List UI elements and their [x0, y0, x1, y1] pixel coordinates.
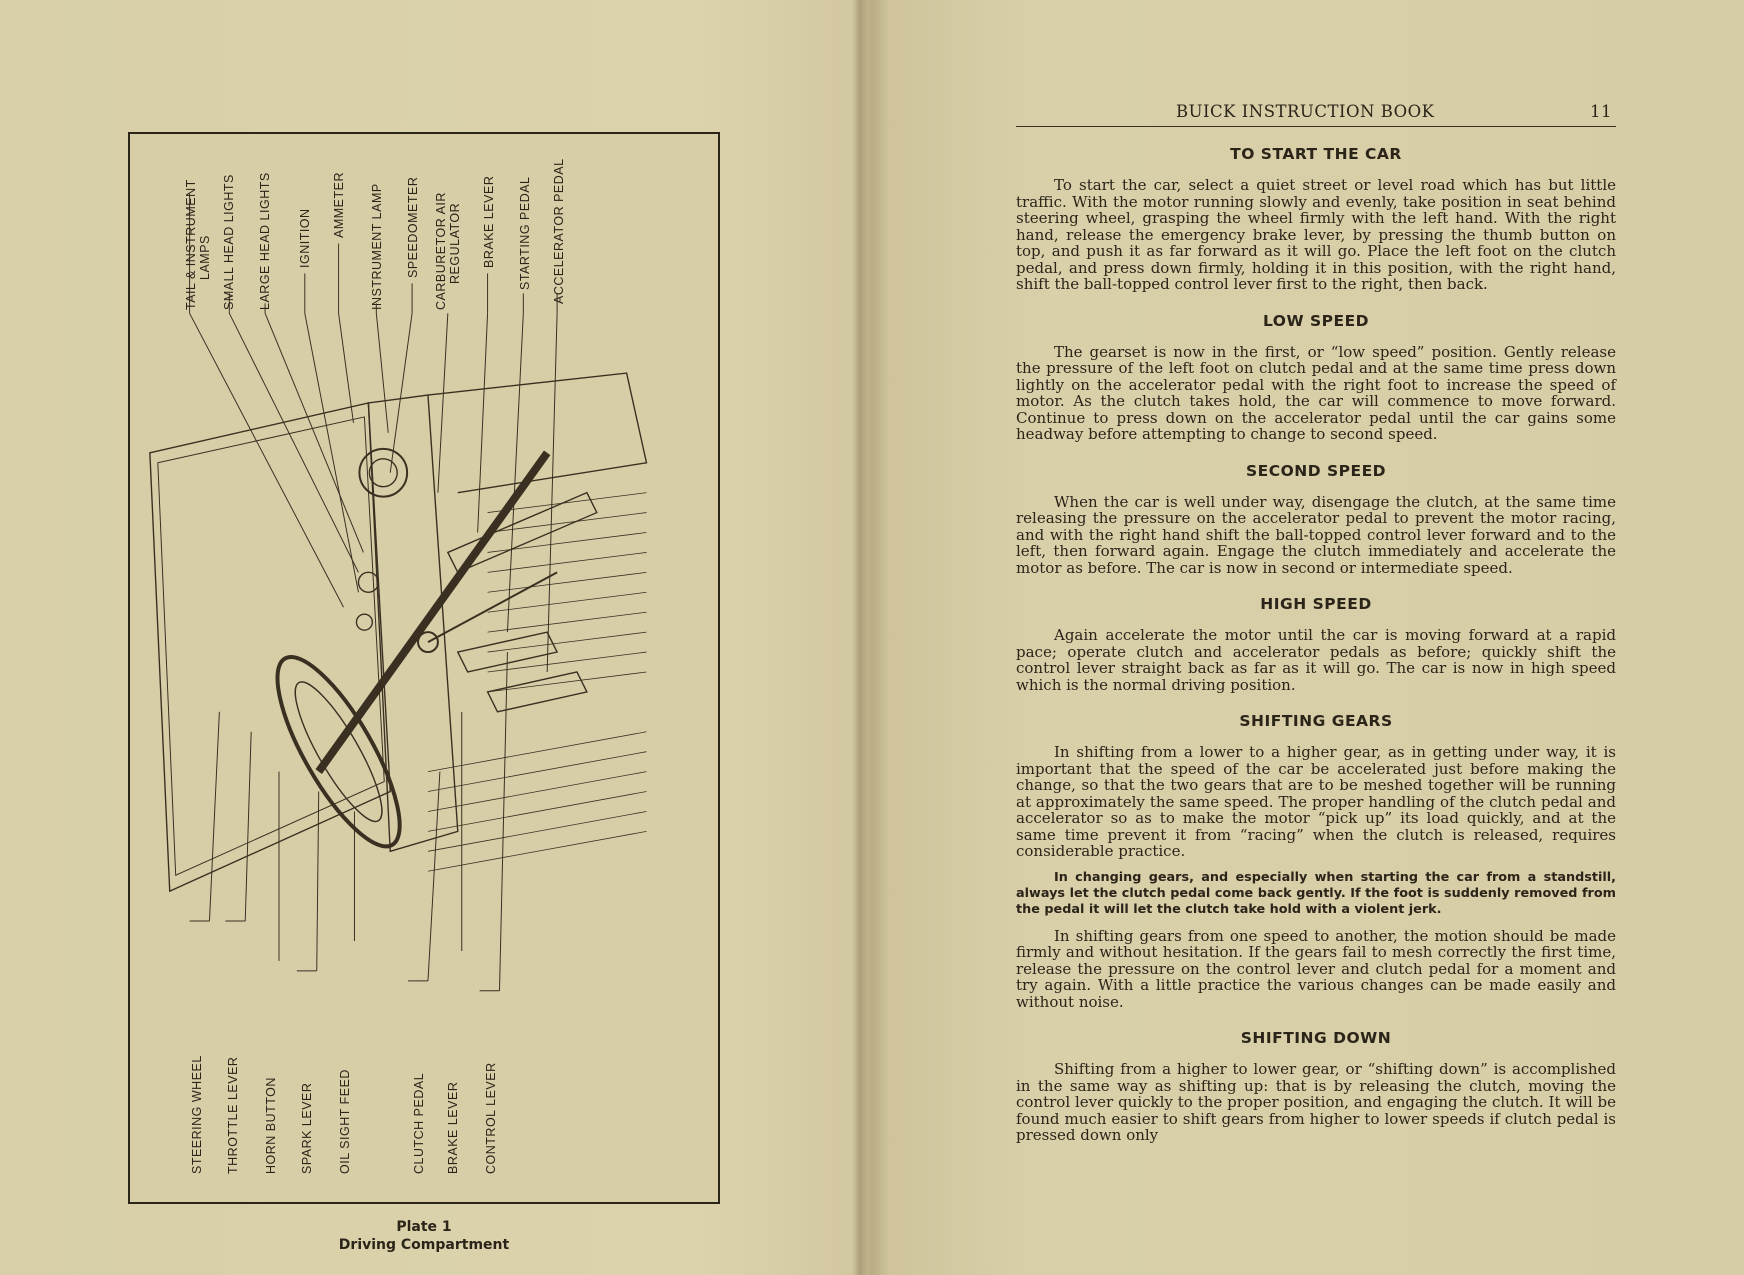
label-speedometer: SPEEDOMETER: [406, 176, 420, 278]
plate-number: Plate 1: [396, 1219, 452, 1235]
paragraph-low-speed: The gearset is now in the first, or “low speed” position. Gently release the pressure of the left foot on clutch pedal and at the same time press down lightly on the accelerator pedal with the right foot to increase the speed of motor. As the clutch takes hold, the car will commence to move forward. Continue to press down on the accelerator pedal until the car gains some headway before attempting to change to second speed.: [1016, 342, 1616, 443]
label-oil-sight-feed: OIL SIGHT FEED: [338, 1069, 352, 1174]
page-content: [1016, 145, 1616, 1144]
paragraph-high-speed: Again accelerate the motor until the car is moving forward at a rapid pace; operate clutch and accelerator pedals as before; quickly shift the control lever straight back as far as it will go. The car is now in high speed which is the normal driving position.: [1016, 626, 1616, 694]
label-ammeter: AMMETER: [332, 172, 346, 238]
paragraph-shifting-down: Shifting from a higher to lower gear, or “shifting down” is accomplished in the same way as shifting up: that is by releasing the clutch, moving the control lever quickly to the proper position, and engaging the clutch. It will be found much easier to shift gears from higher to lower speeds if clutch pedal is pressed down only: [1016, 1060, 1616, 1144]
label-instrument-lamp: INSTRUMENT LAMP: [370, 183, 384, 310]
book-gutter: [852, 0, 868, 1275]
heading-shifting-down: SHIFTING DOWN: [1240, 1029, 1392, 1047]
label-spark-lever: SPARK LEVER: [300, 1082, 314, 1174]
heading-shifting-gears: SHIFTING GEARS: [1239, 712, 1393, 730]
label-throttle-lever: THROTTLE LEVER: [226, 1056, 240, 1174]
label-carburetor-air: CARBURETOR AIR: [434, 192, 448, 310]
plate-caption: [128, 1218, 720, 1254]
label-horn-button: HORN BUTTON: [264, 1077, 278, 1174]
running-header: [1016, 96, 1616, 127]
heading-to-start-the-car: TO START THE CAR: [1230, 145, 1402, 163]
label-clutch-pedal: CLUTCH PEDAL: [412, 1072, 426, 1174]
heading-high-speed: HIGH SPEED: [1260, 595, 1372, 613]
label-tail-instrument-lamps: TAIL & INSTRUMENT: [184, 179, 198, 310]
plate-title: Driving Compartment: [338, 1237, 510, 1253]
label-ignition: IGNITION: [298, 208, 312, 268]
label-steering-wheel: STEERING WHEEL: [190, 1055, 204, 1174]
label-small-head-lights: SMALL HEAD LIGHTS: [222, 174, 236, 310]
paragraph-clutch-warning: In changing gears, and especially when starting the car from a standstill, always let the clutch pedal come back gently. If the foot is suddenly removed from the pedal it will let the clutch take hold with a violent jerk.: [1016, 869, 1616, 917]
heading-low-speed: LOW SPEED: [1262, 311, 1370, 330]
label-carburetor-regulator: REGULATOR: [448, 202, 462, 284]
page-number: 11: [1590, 102, 1612, 121]
label-tail-instrument-lamps-line2: LAMPS: [198, 235, 212, 280]
label-control-lever: CONTROL LEVER: [484, 1062, 498, 1174]
label-brake-lever-bottom: BRAKE LEVER: [446, 1081, 460, 1174]
label-large-head-lights: LARGE HEAD LIGHTS: [258, 172, 272, 310]
label-brake-lever-top: BRAKE LEVER: [482, 175, 496, 268]
label-accelerator-pedal: ACCELERATOR PEDAL: [552, 158, 566, 304]
label-starting-pedal: STARTING PEDAL: [518, 176, 532, 290]
plate-illustration-frame: [128, 132, 720, 1204]
heading-second-speed: SECOND SPEED: [1245, 461, 1387, 480]
paragraph-shifting-practice: In shifting gears from one speed to another, the motion should be made firmly and without hesitation. If the gears fail to mesh correctly the first time, release the pressure on the control lever and clutch pedal for a moment and try again. With a little practice the various changes can be made easily and without noise.: [1016, 926, 1616, 1011]
driving-compartment-drawing: [130, 134, 718, 1202]
paragraph-start-car: To start the car, select a quiet street or level road which has but little traffic. With the motor running slowly and evenly, take position in seat behind steering wheel, grasping the wheel firmly with the left hand. With the right hand, release the emergency brake lever, by pressing the thumb button on top, and push it as far forward as it will go. Place the left foot on the clutch pedal, and press down firmly, holding it in this position, with the right hand, shift the ball-topped control lever first to the right, then back.: [1016, 176, 1616, 293]
paragraph-second-speed: When the car is well under way, disengage the clutch, at the same time releasing the pressure on the accelerator pedal to prevent the motor racing, and with the right hand shift the ball-topped control lever forward and to the left, then forward again. Engage the clutch immediately and accelerate the motor as before. The car is now in second or intermediate speed.: [1016, 492, 1616, 577]
paragraph-shifting-gears: In shifting from a lower to a higher gear, as in getting under way, it is important that the speed of the car be accelerated just before making the change, so that the two gears that are to be meshed together will be running at approximately the same speed. The proper handling of the clutch pedal and accelerator so as to make the motor “pick up” its load quickly, and at the same time prevent it from “racing” when the clutch is released, requires considerable practice.: [1016, 743, 1616, 860]
running-title: BUICK INSTRUCTION BOOK: [1176, 102, 1435, 121]
